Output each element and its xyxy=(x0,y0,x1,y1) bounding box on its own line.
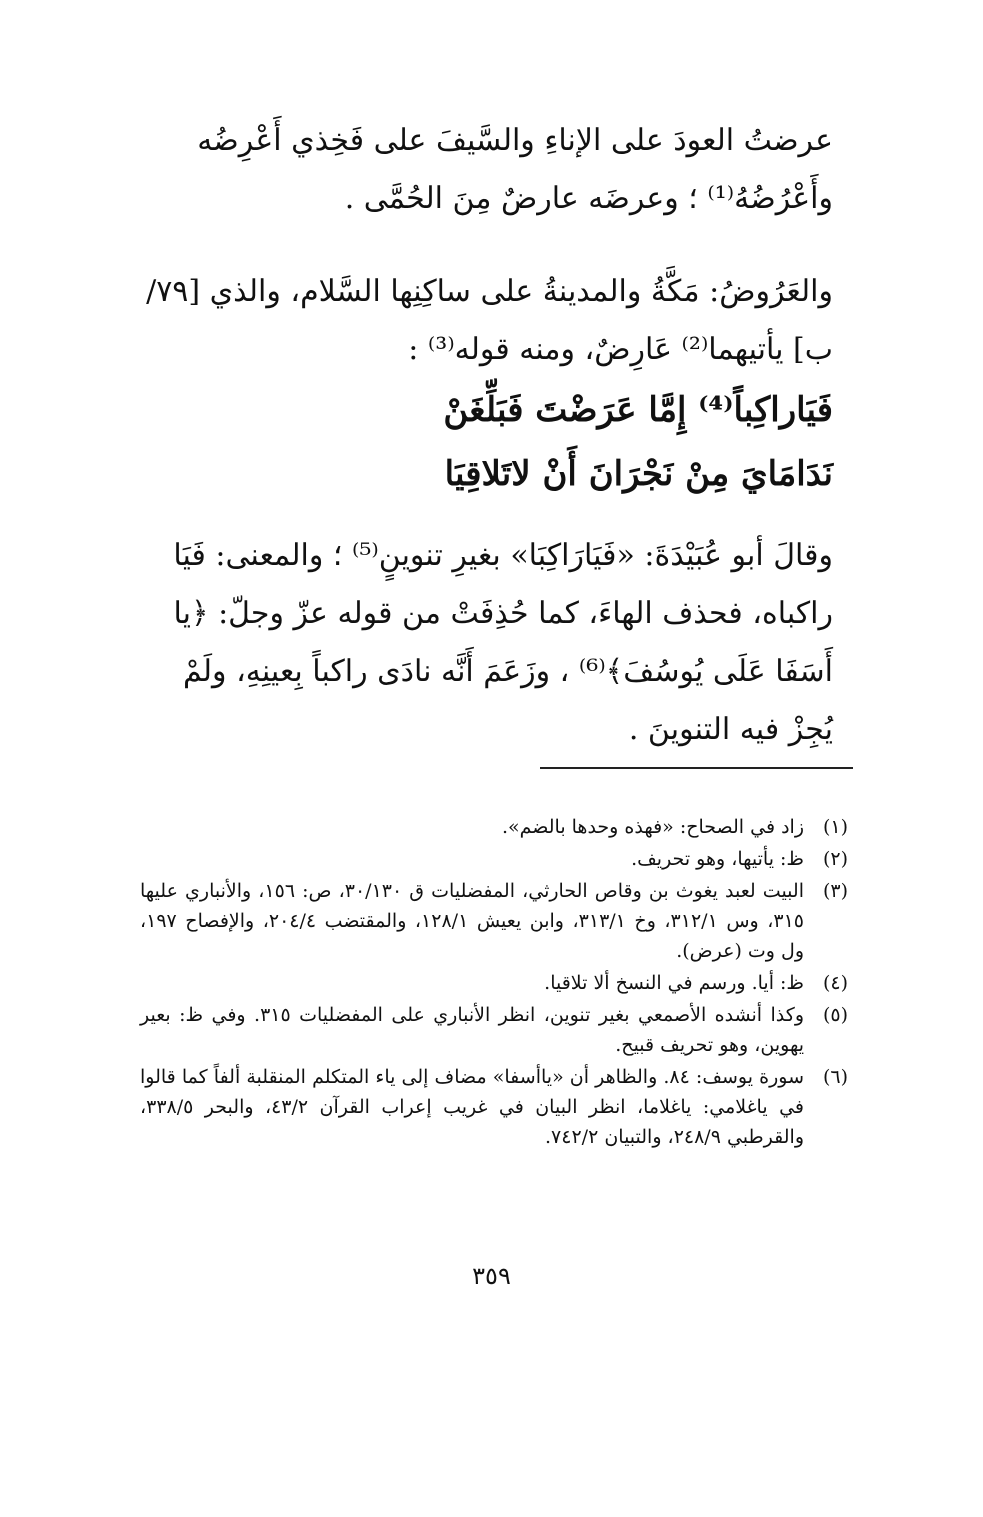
paragraph-arad: عرضتُ العودَ على الإناءِ والسَّيفَ على فَخِذي أَعْرِضُه وأَعْرُضُهُ⁽¹⁾ ؛ وعرضَه عارضٌ مِنَ الحُمَّى . xyxy=(197,123,833,216)
footnote-text: ظ: يأتيها، وهو تحريف. xyxy=(631,848,804,870)
footnote xyxy=(140,1062,848,1152)
footnote-text: زاد في الصحاح: «فهذه وحدها بالضم». xyxy=(501,816,804,838)
footnote-text: ظ: أيا. ورسم في النسخ ألا تلاقيا. xyxy=(544,972,804,994)
page-number: ٣٥٩ xyxy=(472,1262,511,1290)
footnote xyxy=(140,876,848,966)
footnote-text: سورة يوسف: ٨٤. والظاهر أن «ياأسفا» مضاف إلى ياء المتكلم المنقلبة ألفاً كما قالوا في ياغلامي: ياغلاما، انظر البيان في غريب إعراب القرآن ٤٣/٢، والبحر ٣٣٨/٥، والقرطبي ٢٤٨/٩، والتبيان ٧٤٢/٢. xyxy=(140,1066,804,1148)
footnote-number: (٤) xyxy=(822,972,848,994)
footnote-separator xyxy=(540,767,853,769)
footnote xyxy=(140,968,848,998)
footnote xyxy=(140,1000,848,1060)
footnote xyxy=(140,844,848,874)
footnote-number: (٥) xyxy=(822,1004,848,1026)
footnotes xyxy=(140,812,848,1154)
footnote xyxy=(140,812,848,842)
paragraph-arud: والعَرُوضُ: مَكَّةُ والمدينةُ على ساكِنِها السَّلام، والذي [٧٩/ب] يأتيهما⁽²⁾ عَارِضٌ، ومنه قوله⁽³⁾ : xyxy=(146,274,833,367)
footnote-number: (٦) xyxy=(822,1066,848,1088)
footnote-number: (٣) xyxy=(822,880,848,902)
verse-hemistich-2: نَدَامَايَ مِنْ نَجْرَانَ أَنْ لاتَلاقِيَا xyxy=(444,454,833,494)
footnote-number: (٢) xyxy=(822,848,848,870)
verse-hemistich-1: فَيَاراكِباً⁽⁴⁾ إِمَّا عَرَضْتَ فَبَلِّغَنْ xyxy=(443,390,833,430)
paragraph-abu-ubayda: وقالَ أبو عُبَيْدَةَ: «فَيَارَاكِبَا» بغيرِ تنوينٍ⁽⁵⁾ ؛ والمعنى: فَيَا راكباه، فحذف الهاءَ، كما حُذِفَتْ من قوله عزّ وجلّ: ﴿يا أَسَفَا عَلَى يُوسُفَ﴾⁽⁶⁾ ، وزَعَمَ أَنَّه نادَى راكباً بِعينِهِ، ولَمْ يُجِزْ فيه التنوينَ . xyxy=(173,538,833,747)
footnote-text: البيت لعبد يغوث بن وقاص الحارثي، المفضليات ق ٣٠/١٣٠، ص: ١٥٦، والأنباري عليها ٣١٥، وس ٣١٢/١، وخ ٣١٣/١، وابن يعيش ١٢٨/١، والمقتضب ٢٠٤/٤، والإفصاح ١٩٧، ول وت (عرض). xyxy=(140,880,804,962)
footnote-number: (١) xyxy=(822,816,848,838)
footnote-text: وكذا أنشده الأصمعي بغير تنوين، انظر الأنباري على المفضليات ٣١٥. وفي ظ: بعير يهوين، وهو تحريف قبيح. xyxy=(140,1004,804,1056)
